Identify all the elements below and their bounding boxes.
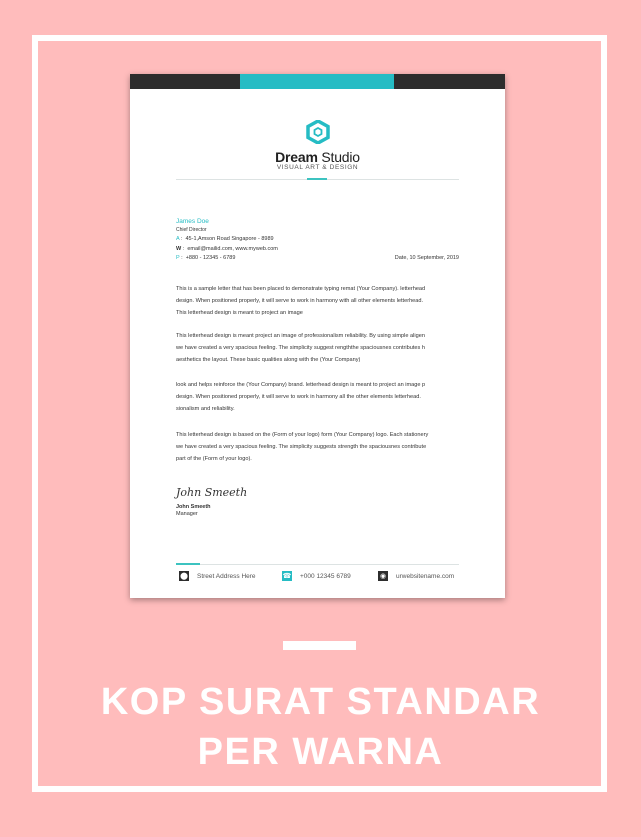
sender-address: A : 45-1,Amson Road Singapore - 8989 <box>176 236 274 242</box>
top-bar-dark-left <box>130 74 240 89</box>
brand-tagline: VISUAL ART & DESIGN <box>276 164 359 171</box>
paragraph-line: sionalism and reliability. <box>176 406 235 412</box>
paragraph-line: design. When positioned properly, it will serve to work in harmony with all other elements letterhead. <box>176 298 424 304</box>
top-bar-dark-right <box>394 74 505 89</box>
sender-web: W : email@mailid.com, www.myweb.com <box>176 246 278 252</box>
title-accent-bar <box>283 641 356 650</box>
signature: John Smeeth <box>176 486 248 499</box>
sender-name: James Doe <box>176 218 209 225</box>
body-paragraph <box>176 379 466 415</box>
brand-name: Dream Studio <box>275 149 360 165</box>
globe-icon: ◉ <box>379 573 387 580</box>
body-paragraph <box>176 330 466 366</box>
paragraph-line: This is a sample letter that has been placed to demonstrate typing remat (Your Company). letterhead <box>176 286 426 292</box>
header-accent <box>307 178 327 180</box>
footer-divider <box>176 564 459 565</box>
body-paragraph <box>176 283 466 319</box>
letterhead-preview <box>130 74 505 598</box>
letter-date: Date, 10 September, 2019 <box>394 255 459 261</box>
top-bar-teal <box>240 74 394 89</box>
footer-phone: ☎ +000 12345 6789 <box>282 572 351 580</box>
paragraph-line: This letterhead design is based on the (Form of your logo) form (Your Company) logo. Each stationery <box>176 432 429 438</box>
paragraph-line: This letterhead design is meant project an image of professionalism reliability. By using simple aligen <box>176 333 425 339</box>
signer-role: Manager <box>176 511 198 517</box>
paragraph-line: we have created a very spacious feeling. The simplicity suggests strength the spaciousnes contribute <box>176 444 427 450</box>
paragraph-line: look and helps reinforce the (Your Company) brand. letterhead design is meant to project an image p <box>176 382 426 388</box>
paragraph-line: part of the (Form of your logo). <box>176 456 252 462</box>
hexagon-logo-icon <box>306 120 330 144</box>
signer-name: John Smeeth <box>176 504 211 510</box>
paragraph-line: design. When positioned properly, it will serve to work in harmony all the other elements letterhead. <box>176 394 421 400</box>
footer-website: ◉ urwebsitename.com <box>379 572 455 580</box>
paragraph-line: we have created a very spacious feeling. The simplicity suggest rengththe spaciousnes contributes h <box>176 345 425 351</box>
sender-phone: P : +880 - 12345 - 6789 <box>176 255 236 261</box>
paragraph-line: This letterhead design is meant to project an image <box>176 310 303 316</box>
footer-address: ⬤ Street Address Here <box>180 572 256 580</box>
footer-accent <box>176 563 200 565</box>
logo <box>130 120 505 171</box>
paragraph-line: aesthetics the layout. These basic qualities along with the (Your Company) <box>176 357 361 363</box>
sender-role: Chief Director <box>176 227 207 233</box>
title-line-1: KOP SURAT STANDAR <box>100 681 541 723</box>
phone-icon: ☎ <box>282 573 292 580</box>
title-line-2: PER WARNA <box>197 731 444 773</box>
location-pin-icon: ⬤ <box>180 573 188 580</box>
body-paragraph <box>176 429 466 465</box>
